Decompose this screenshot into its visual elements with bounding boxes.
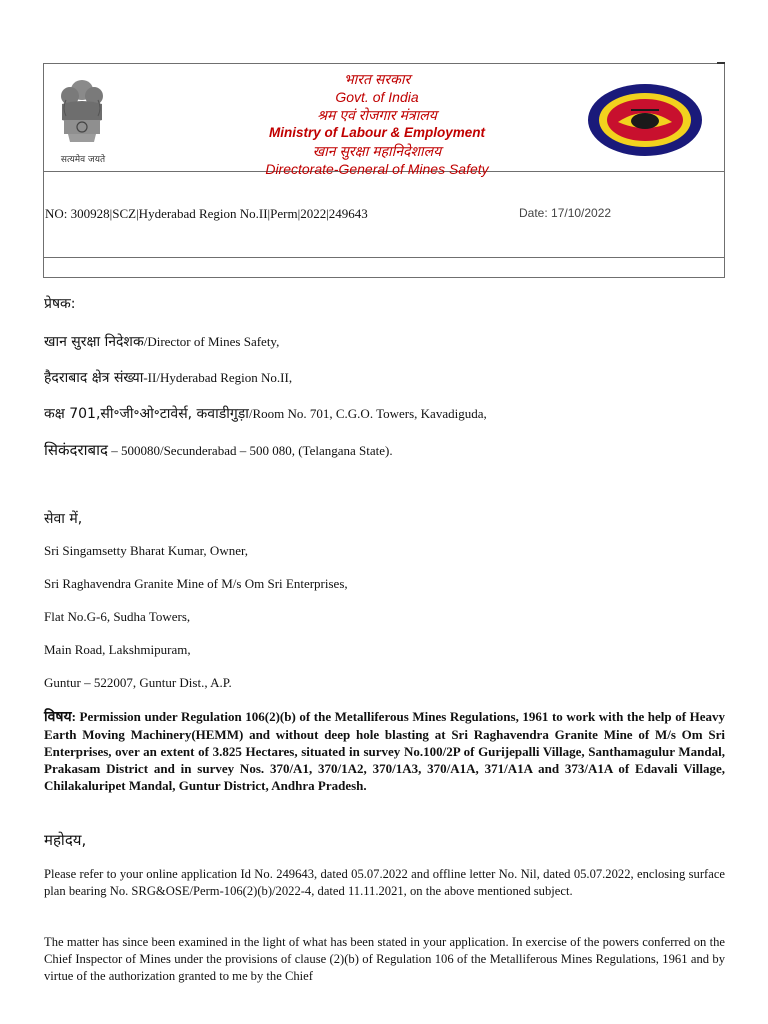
sender-line-3-hindi: कक्ष 701,सी॰जी॰ओ॰टावेर्स, कवाडीगुड़ा xyxy=(44,406,249,422)
body-paragraph: Please refer to your online application Id No. 249643, dated 05.07.2022 and offline letter No. Nil, dated 05.07.2022, enclosing surface plan bearing No. SRG&OSE/Perm-106(2)(b)/2022-4, dated 11.11.2021, on the above mentioned subject. xyxy=(44,867,725,898)
sender-label: प्रेषक: xyxy=(44,296,76,312)
letterhead-title xyxy=(212,70,542,178)
recipient-line: Sri Singamsetty Bharat Kumar, Owner, xyxy=(44,543,249,558)
letter-date: Date: 17/10/2022 xyxy=(519,206,612,220)
sender-line-2 xyxy=(44,368,292,387)
recipient-line: Main Road, Lakshmipuram, xyxy=(44,642,191,657)
emblem-motto: सत्यमेव जयते xyxy=(60,155,106,165)
sender-line-2-english: -II/Hyderabad Region No.II, xyxy=(143,370,293,385)
salutation: महोदय, xyxy=(44,831,87,849)
sender-line-4-hindi: सिकंदराबाद xyxy=(44,441,108,459)
ministry-hindi: श्रम एवं रोजगार मंत्रालय xyxy=(317,107,437,123)
dgms-logo-icon xyxy=(586,82,704,158)
sender-line-3 xyxy=(44,404,487,423)
reference-divider xyxy=(44,257,724,258)
govt-english: Govt. of India xyxy=(335,89,419,105)
recipient-label: सेवा में, xyxy=(44,511,83,527)
ministry-english: Ministry of Labour & Employment xyxy=(268,125,485,140)
subject-paragraph xyxy=(44,708,725,794)
dgms-hindi: खान सुरक्षा महानिदेशालय xyxy=(312,143,442,159)
reference-number: NO: 300928|SCZ|Hyderabad Region No.II|Perm|2022|249643 xyxy=(45,206,368,221)
sender-line-1-english: /Director of Mines Safety, xyxy=(143,334,280,349)
national-emblem-icon xyxy=(52,76,112,164)
recipient-line: Sri Raghavendra Granite Mine of M/s Om Sri Enterprises, xyxy=(44,576,348,591)
recipient-line: Flat No.G-6, Sudha Towers, xyxy=(44,609,191,624)
recipient-line: Guntur – 522007, Guntur Dist., A.P. xyxy=(44,675,232,690)
corner-mark xyxy=(717,62,725,64)
subject-label: विषय xyxy=(44,709,72,725)
sender-line-4 xyxy=(44,440,393,460)
sender-line-1 xyxy=(44,332,279,351)
govt-hindi: भारत सरकार xyxy=(343,71,411,87)
sender-line-1-hindi: खान सुरक्षा निदेशक xyxy=(44,334,144,350)
sender-line-4-english: – 500080/Secunderabad – 500 080, (Telangana State). xyxy=(107,443,393,458)
body-paragraph: The matter has since been examined in the light of what has been stated in your application. In exercise of the powers conferred on the Chief Inspector of Mines under the provisions of clause (2)(b) of Regulation 106 of the Metalliferous Mines Regulations, 1961 and by virtue of the authorization granted to me by the Chief xyxy=(44,935,725,983)
sender-line-3-english: /Room No. 701, C.G.O. Towers, Kavadiguda, xyxy=(248,406,487,421)
dgms-english: Directorate-General of Mines Safety xyxy=(265,161,489,177)
subject-text: : Permission under Regulation 106(2)(b) of the Metalliferous Mines Regulations, 1961 to work with the help of Heavy Earth Moving Machinery(HEMM) and without deep hole blasting at Sri Raghavendra Granite Mine of M/s Om Sri Enterprises, over an extent of 3.825 Hectares, situated in survey No.100/2P of Gurijepalli Village, Santhamagulur Mandal, Prakasam District and in survey Nos. 370/A1, 370/1A2, 370/1A3, 370/A1A, 371/A1A and 373/A1A of Edavali Village, Chilakaluripet Mandal, Guntur District, Andhra Pradesh. xyxy=(44,709,725,793)
sender-line-2-hindi: हैदराबाद क्षेत्र संख्या xyxy=(44,370,144,386)
